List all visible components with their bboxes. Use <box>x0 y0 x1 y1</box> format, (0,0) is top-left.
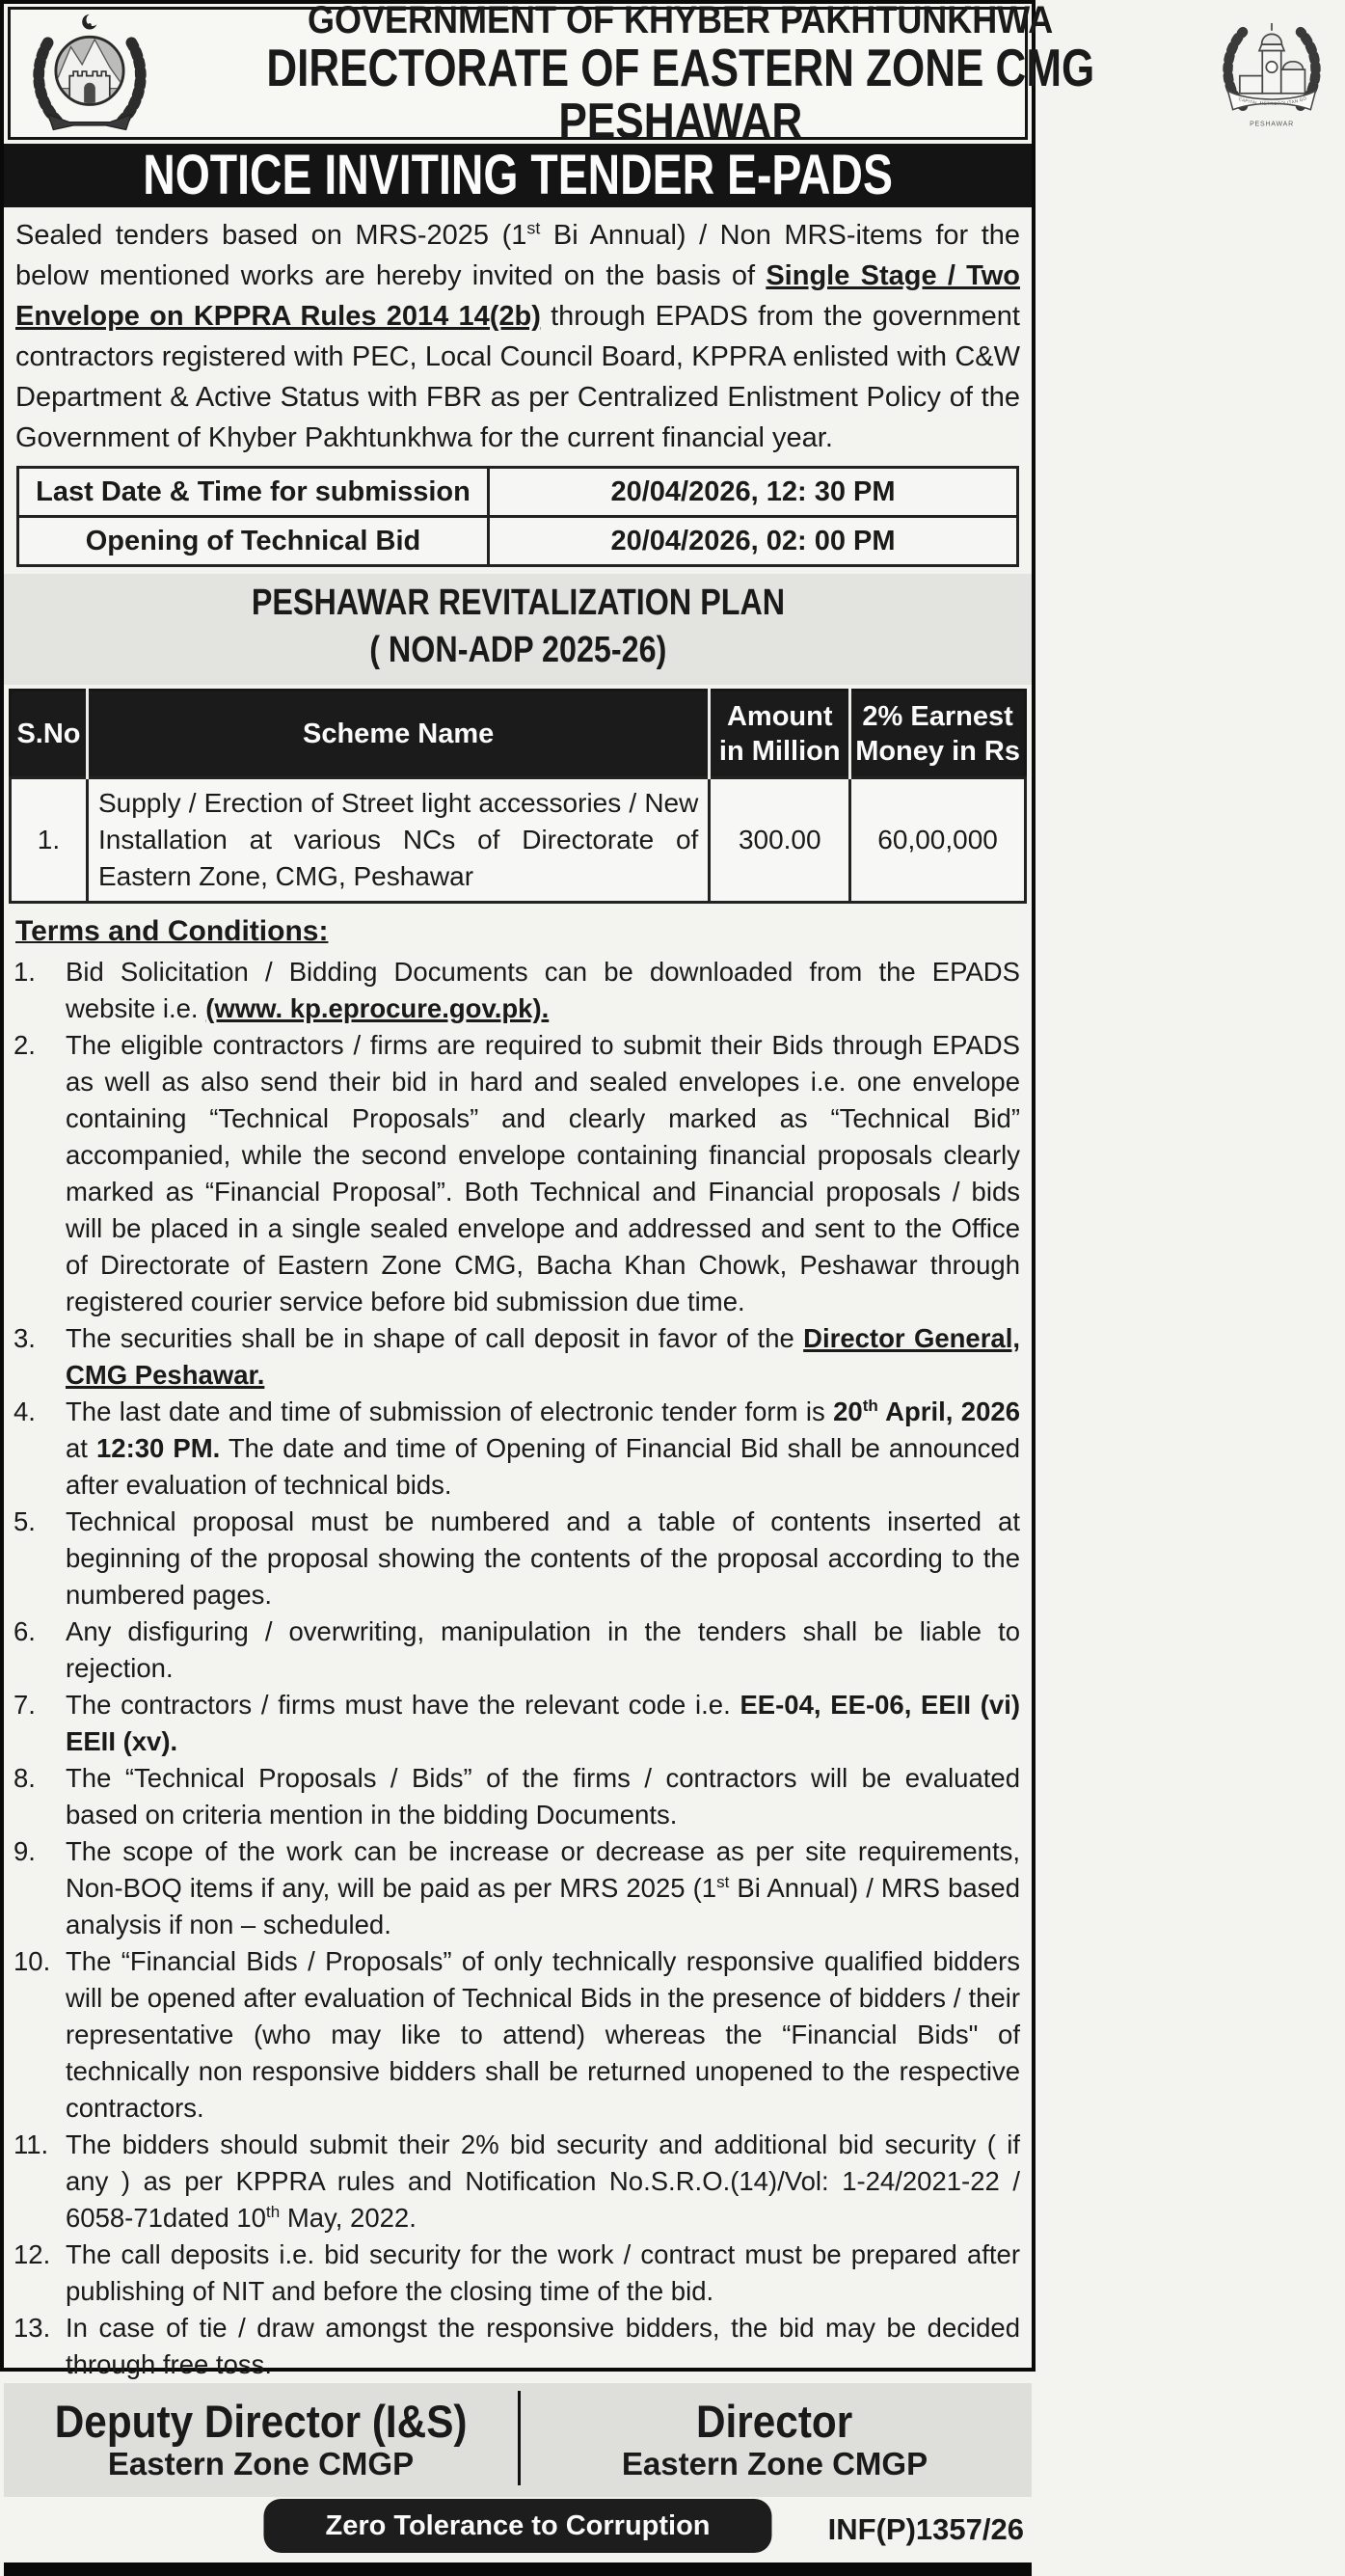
term-item <box>13 1833 1020 1943</box>
scheme-row <box>11 778 1026 902</box>
cmg-peshawar-emblem-icon <box>1198 11 1345 136</box>
gov-title-line3: PESHAWAR <box>558 94 803 150</box>
term-item <box>13 954 1020 1027</box>
scheme-table <box>9 689 1027 904</box>
term-text: The securities shall be in shape of call deposit in favor of the Director General, CMG Peshawar. <box>66 1322 1020 1390</box>
intro-paragraph: Sealed tenders based on MRS-2025 (1st Bi Annual) / Non MRS-items for the below mentioned works are hereby invited on the basis of Single Stage / Two Envelope on KPPRA Rules 2014 14(2b) through EPADS from the government contractors registered with PEC, Local Council Board, KPPRA enlisted with C&W Department & Active Status with FBR as per Centralized Enlistment Policy of the Government of Khyber Pakhtunkhwa for the current financial year. <box>15 218 1021 453</box>
terms-heading: Terms and Conditions: <box>15 914 329 947</box>
term-number: 4. <box>13 1396 36 1426</box>
scheme-earnest: 60,00,000 <box>850 778 1026 902</box>
term-text: The bidders should submit their 2% bid security and additional bid security ( if any ) as per KPPRA rules and Notification No.S.R.O.(14)/Vol: 1-24/2021-22 / 6058-71dated 10th May, 2022. <box>66 2129 1020 2233</box>
term-item <box>13 1394 1020 1504</box>
bottom-bar <box>4 2562 1032 2576</box>
gov-title-line1: GOVERNMENT OF KHYBER PAKHTUNKHWA <box>308 0 1054 41</box>
term-item <box>13 1027 1020 1320</box>
term-text: The eligible contractors / firms are required to submit their Bids through EPADS as well as also send their bid in hard and sealed envelopes i.e. one envelope containing “Technical Proposals” and clearly marked as “Technical Bid” accompanied, while the second envelope containing financial proposals clearly marked as “Financial Proposal”. Both Technical and Financial proposals / bids will be placed in a single sealed envelope and addressed and sent to the Office of Directorate of Eastern Zone CMG, Bacha Khan Chowk, Peshawar through registered courier service before bid submission due time. <box>66 1029 1020 1316</box>
plan-heading <box>4 574 1032 685</box>
term-item <box>13 1504 1020 1613</box>
plan-heading-line2: ( NON-ADP 2025-26) <box>368 630 667 671</box>
scheme-header-name: Scheme Name <box>87 690 709 778</box>
table-row <box>18 517 1018 566</box>
scheme-sno: 1. <box>11 778 88 902</box>
cmg-ribbon-text: CAPITAL METROPOLITAN GO <box>1237 95 1307 106</box>
term-number: 11. <box>13 2129 49 2159</box>
term-number: 6. <box>13 1615 36 1646</box>
term-item <box>13 1760 1020 1833</box>
term-text: In case of tie / draw amongst the responsive bidders, the bid may be decided through free toss. <box>66 2312 1020 2379</box>
signature-left <box>4 2398 518 2481</box>
term-number: 8. <box>13 1762 36 1793</box>
term-item <box>13 2237 1020 2310</box>
term-number: 9. <box>13 1835 36 1866</box>
scheme-header-amount: Amount in Million <box>710 690 850 778</box>
cmg-caption: PESHAWAR <box>1249 121 1294 128</box>
table-row <box>18 468 1018 517</box>
term-number: 7. <box>13 1689 36 1720</box>
term-number: 13. <box>13 2312 51 2343</box>
schedule-value: 20/04/2026, 02: 00 PM <box>489 517 1018 566</box>
schedule-label: Opening of Technical Bid <box>18 517 489 566</box>
schedule-label: Last Date & Time for submission <box>18 468 489 517</box>
signature-band <box>4 2383 1032 2497</box>
term-number: 12. <box>13 2238 51 2269</box>
scheme-amount: 300.00 <box>710 778 850 902</box>
plan-heading-line1: PESHAWAR REVITALIZATION PLAN <box>251 583 785 623</box>
notice-banner-title: NOTICE INVITING TENDER E-PADS <box>143 144 893 206</box>
term-number: 5. <box>13 1505 36 1536</box>
signature-right <box>518 2398 1032 2481</box>
term-text: Any disfiguring / overwriting, manipulation in the tenders shall be liable to rejection. <box>66 1615 1020 1683</box>
scheme-name: Supply / Erection of Street light accessories / New Installation at various NCs of Directorate of Eastern Zone, CMG, Peshawar <box>87 778 709 902</box>
term-item <box>13 1320 1020 1394</box>
term-item <box>13 1613 1020 1687</box>
term-text: The last date and time of submission of electronic tender form is 20th April, 2026 at 12:30 PM. The date and time of Opening of Financial Bid shall be announced after evaluation of technical bids. <box>66 1396 1020 1500</box>
term-text: The scope of the work can be increase or decrease as per site requirements, Non-BOQ items if any, will be paid as per MRS 2025 (1st Bi Annual) / MRS based analysis if non – scheduled. <box>66 1835 1020 1939</box>
signature-left-title: Deputy Director (I&S) <box>54 2396 468 2448</box>
term-item <box>13 1943 1020 2127</box>
term-text: The contractors / firms must have the relevant code i.e. EE-04, EE-06, EEII (vi) EEII (xv). <box>66 1689 1020 1756</box>
term-text: The “Financial Bids / Proposals” of only technically responsive qualified bidders will be opened after evaluation of Technical Bids in the presence of bidders / their representative (who may like to attend) whereas the “Financial Bids" of technically non responsive bidders shall be returned unopened to the respective contractors. <box>66 1945 1020 2123</box>
term-text: The “Technical Proposals / Bids” of the firms / contractors will be evaluated based on criteria mention in the bidding Documents. <box>66 1762 1020 1830</box>
kp-government-emblem <box>16 11 163 136</box>
term-text: The call deposits i.e. bid security for the work / contract must be prepared after publishing of NIT and before the closing time of the bid. <box>66 2238 1020 2306</box>
scheme-header-earnest: 2% Earnest Money in Rs <box>850 690 1026 778</box>
signature-left-org: Eastern Zone CMGP <box>107 2446 415 2482</box>
term-item <box>13 2310 1020 2383</box>
scheme-header-sno: S.No <box>11 690 88 778</box>
term-text: Technical proposal must be numbered and a table of contents inserted at beginning of the proposal showing the contents of the proposal according to the numbered pages. <box>66 1505 1020 1610</box>
notice-banner <box>4 144 1032 207</box>
zero-tolerance-pill: Zero Tolerance to Corruption <box>263 2499 771 2553</box>
term-text: Bid Solicitation / Bidding Documents can be downloaded from the EPADS website i.e. (www. kp.eprocure.gov.pk). <box>66 956 1020 1023</box>
term-number: 1. <box>13 956 36 987</box>
signature-right-org: Eastern Zone CMGP <box>621 2446 928 2482</box>
notice-header <box>8 0 1307 150</box>
term-number: 2. <box>13 1029 36 1060</box>
term-number: 10. <box>13 1945 51 1976</box>
signature-divider <box>518 2391 521 2485</box>
schedule-value: 20/04/2026, 12: 30 PM <box>489 468 1018 517</box>
notice-footer <box>4 2383 1032 2576</box>
terms-list <box>13 954 1020 2383</box>
submission-schedule-table <box>16 466 1019 567</box>
term-number: 3. <box>13 1322 36 1353</box>
gov-title-line2: DIRECTORATE OF EASTERN ZONE CMG <box>266 38 1095 98</box>
inf-reference: INF(P)1357/26 <box>827 2511 1024 2546</box>
footer-strip <box>4 2497 1032 2562</box>
term-item <box>13 2127 1020 2237</box>
scheme-header-row <box>11 690 1026 778</box>
term-item <box>13 1687 1020 1760</box>
cmg-peshawar-emblem <box>1198 11 1345 136</box>
signature-right-title: Director <box>696 2396 853 2448</box>
notice-titles <box>163 0 1198 148</box>
kp-government-emblem-icon <box>16 11 163 136</box>
